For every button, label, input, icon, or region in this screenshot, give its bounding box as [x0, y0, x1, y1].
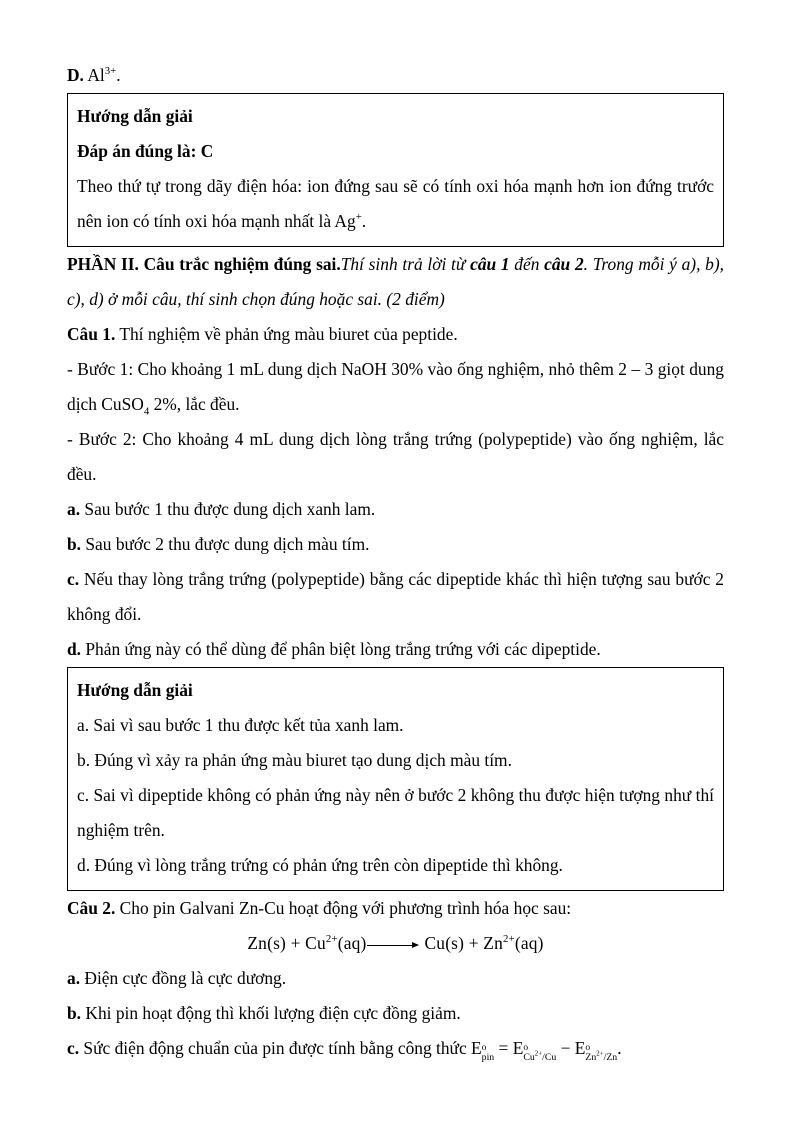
question-2-stem [67, 891, 724, 926]
question-2-label: Câu 2. [67, 898, 116, 918]
e-cu-subscript [523, 1050, 557, 1063]
equation-plus-1: + [286, 933, 306, 953]
statement-a-text: Sau bước 1 thu được dung dịch xanh lam. [80, 499, 376, 519]
formula-minus: − [556, 1038, 575, 1058]
question-1-stem-text: Thí nghiệm về phản ứng màu biuret của peptide. [115, 324, 458, 344]
option-d-trailing: . [116, 65, 121, 85]
question-1-step-1-text: - Bước 1: Cho khoảng 1 mL dung dịch NaOH 30% vào ống nghiệm, nhỏ thêm 2 – 3 giọt dung dịch CuSO [67, 359, 724, 414]
question-1-statement-c [67, 562, 724, 632]
part-2-instruction-3: . Trong mỗi ý a), b), c), d) ở mỗi câu, thí sinh chọn đúng hoặc sai. (2 điểm) [67, 254, 724, 309]
question-2-statement-c [67, 1031, 724, 1066]
solution-box-1-heading: Hướng dẫn giải [77, 106, 193, 126]
e-zn-indices [585, 1044, 617, 1063]
formula-equals: = [494, 1038, 513, 1058]
e-cu-sub-suffix: /Cu [542, 1051, 557, 1063]
e-pin-base: E [471, 1038, 482, 1058]
statement-d-text: Phản ứng này có thể dùng để phân biệt lòng trắng trứng với các dipeptide. [81, 639, 601, 659]
e-cu-degree: o [523, 1042, 529, 1053]
document-page [67, 58, 724, 1066]
e-cu-base: E [512, 1038, 524, 1058]
statement-d-label: d. [67, 639, 82, 659]
question-2-stem-text: Cho pin Galvani Zn-Cu hoạt động với phương trình hóa học sau: [115, 898, 572, 918]
solution-box-2-line-c: c. Sai vì dipeptide không có phản ứng này nên ở bước 2 không thu được hiện tượng như thí nghiệm trên. [77, 785, 714, 840]
reaction-arrow-icon [367, 936, 425, 953]
solution-box-1-explanation-end: . [361, 211, 367, 231]
q2-statement-b-label: b. [67, 1003, 82, 1023]
solution-box-1-explanation-text: Theo thứ tự trong dãy điện hóa: ion đứng sau sẽ có tính oxi hóa mạnh hơn ion đứng trước nên ion có tính oxi hóa mạnh nhất là Ag [77, 176, 714, 231]
e-cu-sub-charge: 2+ [534, 1050, 543, 1058]
equation-zn-ion-state: (aq) [514, 933, 544, 953]
part-2-ref-cau-2: câu 2 [544, 254, 584, 274]
solution-box-2-line-a: a. Sai vì sau bước 1 thu được kết tủa xanh lam. [77, 715, 404, 735]
e-pin-indices [482, 1044, 495, 1063]
e-zn-sub-charge: 2+ [596, 1050, 604, 1058]
solution-box-1-explanation [77, 169, 714, 239]
e-cu-indices [523, 1044, 556, 1063]
q2-statement-b-text: Khi pin hoạt động thì khối lượng điện cực đồng giảm. [81, 1003, 461, 1023]
equation-plus-2: + [464, 933, 484, 953]
solution-box-2-heading: Hướng dẫn giải [77, 680, 193, 700]
q2-statement-c-label: c. [67, 1038, 80, 1058]
part-2-instruction-2: đến [509, 254, 545, 274]
question-1-statement-a [67, 492, 724, 527]
e-cu-sub-prefix: Cu [523, 1051, 535, 1063]
answer-option-d [67, 58, 724, 93]
q2-statement-a-text: Điện cực đồng là cực dương. [80, 968, 287, 988]
equation-cu-ion-state: (aq) [337, 933, 367, 953]
part-2-ref-cau-1: câu 1 [470, 254, 510, 274]
q2-statement-a-label: a. [67, 968, 81, 988]
part-2-title: PHẦN II. Câu trắc nghiệm đúng sai. [67, 254, 341, 274]
silver-ion-charge: + [355, 211, 362, 224]
question-1-stem [67, 317, 724, 352]
q2-statement-c-text: Sức điện động chuẩn của pin được tính bằng công thức [79, 1038, 472, 1058]
question-1-statement-d [67, 632, 724, 667]
part-2-heading [67, 247, 724, 317]
e-zn-degree: o [585, 1042, 591, 1053]
equation-cu-ion-charge: 2+ [325, 933, 338, 946]
solution-box-2-line-b: b. Đúng vì xảy ra phản ứng màu biuret tạo dung dịch màu tím. [77, 750, 512, 770]
solution-box-2 [67, 667, 724, 891]
statement-b-text: Sau bước 2 thu được dung dịch màu tím. [81, 534, 370, 554]
e-zn-subscript [585, 1050, 618, 1063]
e-pin-degree: o [481, 1042, 487, 1053]
statement-c-text: Nếu thay lòng trắng trứng (polypeptide) bằng các dipeptide khác thì hiện tượng sau bước 2 không đổi. [67, 569, 724, 624]
e-zn-sub-suffix: /Zn [603, 1051, 618, 1063]
e-zn-base: E [574, 1038, 586, 1058]
question-1-step-1 [67, 352, 724, 422]
galvani-cell-equation [67, 926, 724, 961]
e-zn-sub-prefix: Zn [585, 1051, 597, 1063]
q2-statement-c-period: . [617, 1038, 622, 1058]
solution-box-1-answer: Đáp án đúng là: C [77, 141, 214, 161]
e-pin-subscript: pin [481, 1051, 495, 1063]
part-2-instruction-1: Thí sinh trả lời từ [340, 254, 471, 274]
question-1-label: Câu 1. [67, 324, 116, 344]
option-d-label: D. [67, 65, 84, 85]
equation-cu-ion-base: Cu [305, 933, 326, 953]
cell-potential-formula [471, 1031, 617, 1066]
cuso4-subscript: 4 [143, 405, 150, 418]
statement-a-label: a. [67, 499, 81, 519]
statement-c-label: c. [67, 569, 80, 589]
question-2-statement-b [67, 996, 724, 1031]
question-1-step-2: - Bước 2: Cho khoảng 4 mL dung dịch lòng trắng trứng (polypeptide) vào ống nghiệm, lắc đều. [67, 429, 724, 484]
equation-zn-solid: Zn(s) [247, 933, 287, 953]
solution-box-2-line-d: d. Đúng vì lòng trắng trứng có phản ứng trên còn dipeptide thì không. [77, 855, 563, 875]
solution-box-1 [67, 93, 724, 247]
question-1-step-1-suffix: 2%, lắc đều. [149, 394, 240, 414]
question-2-statement-a [67, 961, 724, 996]
equation-cu-solid: Cu(s) [424, 933, 465, 953]
option-d-charge: 3+ [104, 65, 117, 78]
equation-zn-ion-charge: 2+ [502, 933, 515, 946]
question-1-statement-b [67, 527, 724, 562]
option-d-formula-base: Al [87, 65, 105, 85]
statement-b-label: b. [67, 534, 82, 554]
equation-zn-ion-base: Zn [483, 933, 503, 953]
